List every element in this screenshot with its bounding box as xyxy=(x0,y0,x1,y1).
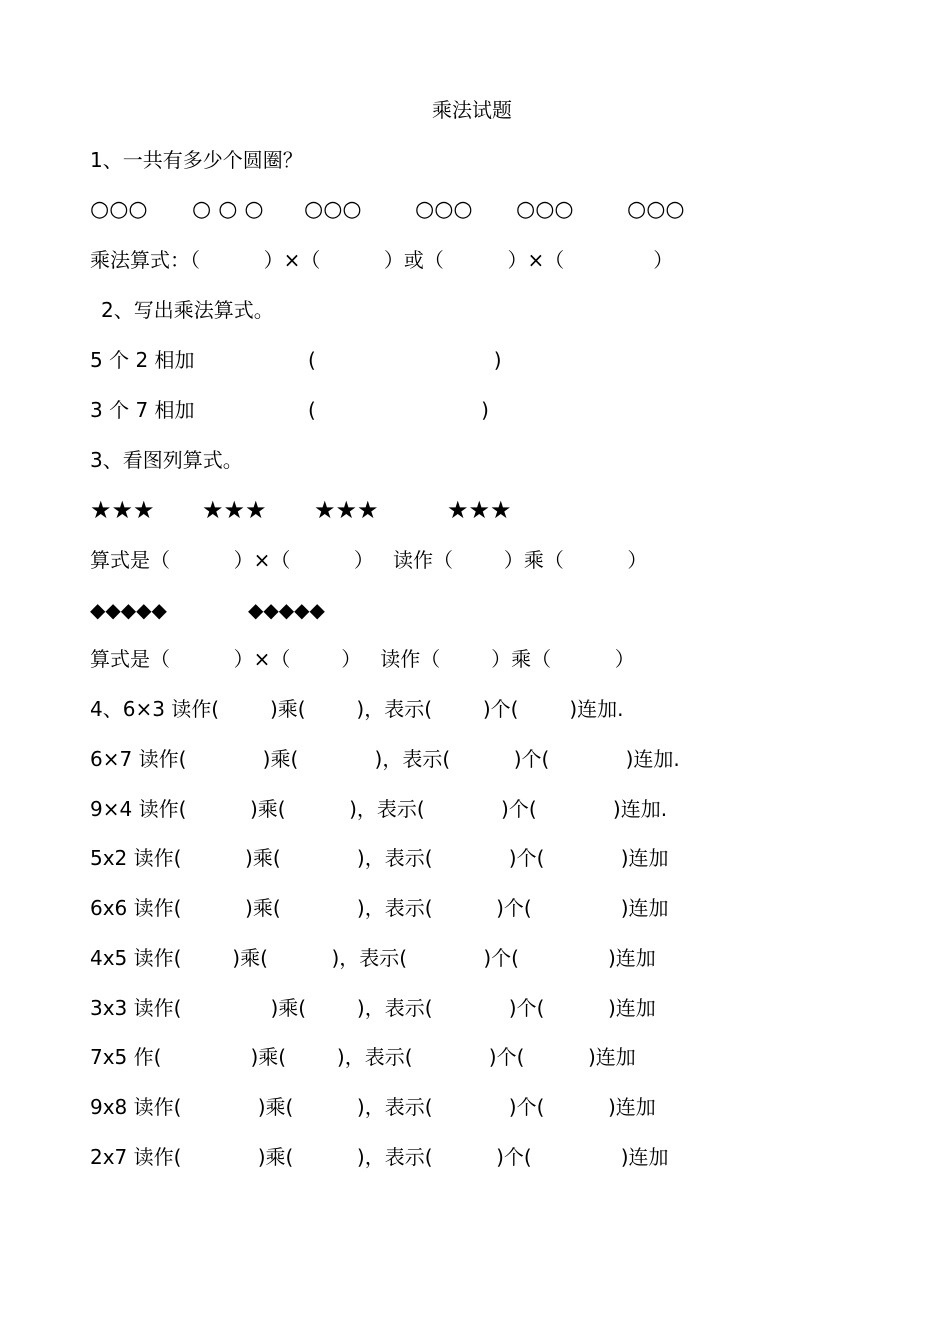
item-label: 5 个 2 相加 xyxy=(90,348,195,372)
circle-group: ○○○ xyxy=(304,197,362,222)
answer-blank: ( ) xyxy=(308,348,502,372)
question-3-prompt: 3、看图列算式。 xyxy=(90,448,243,472)
question-4-line: 4x5 读作( )乘( )，表示( )个( )连加 xyxy=(90,946,656,970)
circle-group: ○○○ xyxy=(516,197,574,222)
question-4-line: 5x2 读作( )乘( )，表示( )个( )连加 xyxy=(90,846,669,870)
question-4-line: 9×4 读作( )乘( )，表示( )个( )连加. xyxy=(90,797,668,821)
item-label: 3 个 7 相加 xyxy=(90,398,195,422)
diamond-group: ◆◆◆◆◆ xyxy=(90,598,167,622)
circle-group: ○○○ xyxy=(627,197,685,222)
star-figure-row xyxy=(90,495,550,525)
question-3-formula-2: 算式是（ ）×（ ） 读作（ ）乘（ ） xyxy=(90,647,635,671)
answer-blank: ( ) xyxy=(308,398,489,422)
page-title: 乘法试题 xyxy=(432,98,512,122)
question-4-line: 2x7 读作( )乘( )，表示( )个( )连加 xyxy=(90,1145,669,1169)
star-group: ★★★ xyxy=(90,496,155,524)
circle-group: ○○○ xyxy=(415,197,473,222)
question-4-line: 6x6 读作( )乘( )，表示( )个( )连加 xyxy=(90,896,669,920)
question-4-line: 7x5 作( )乘( )，表示( )个( )连加 xyxy=(90,1045,636,1069)
diamond-figure-row xyxy=(90,595,390,625)
question-4-line: 4、6×3 读作( )乘( )，表示( )个( )连加. xyxy=(90,697,624,721)
star-group: ★★★ xyxy=(202,496,267,524)
question-4-line: 3x3 读作( )乘( )，表示( )个( )连加 xyxy=(90,996,656,1020)
star-group: ★★★ xyxy=(314,496,379,524)
question-4-line: 6×7 读作( )乘( )，表示( )个( )连加. xyxy=(90,747,680,771)
diamond-group: ◆◆◆◆◆ xyxy=(248,598,325,622)
question-1-formula: 乘法算式：（ ）×（ ）或（ ）×（ ） xyxy=(90,248,674,272)
question-4-line: 9x8 读作( )乘( )，表示( )个( )连加 xyxy=(90,1095,656,1119)
question-1-prompt: 1、一共有多少个圆圈？ xyxy=(90,148,303,172)
circle-group: ○ ○ ○ xyxy=(192,197,264,222)
question-3-formula-1: 算式是（ ）×（ ） 读作（ ）乘（ ） xyxy=(90,548,648,572)
question-2-item xyxy=(90,395,590,425)
question-2-prompt: 2、写出乘法算式。 xyxy=(101,298,274,322)
circle-group: ○○○ xyxy=(90,197,148,222)
question-2-item xyxy=(90,345,590,375)
circle-figure-row xyxy=(90,195,810,225)
star-group: ★★★ xyxy=(447,496,512,524)
